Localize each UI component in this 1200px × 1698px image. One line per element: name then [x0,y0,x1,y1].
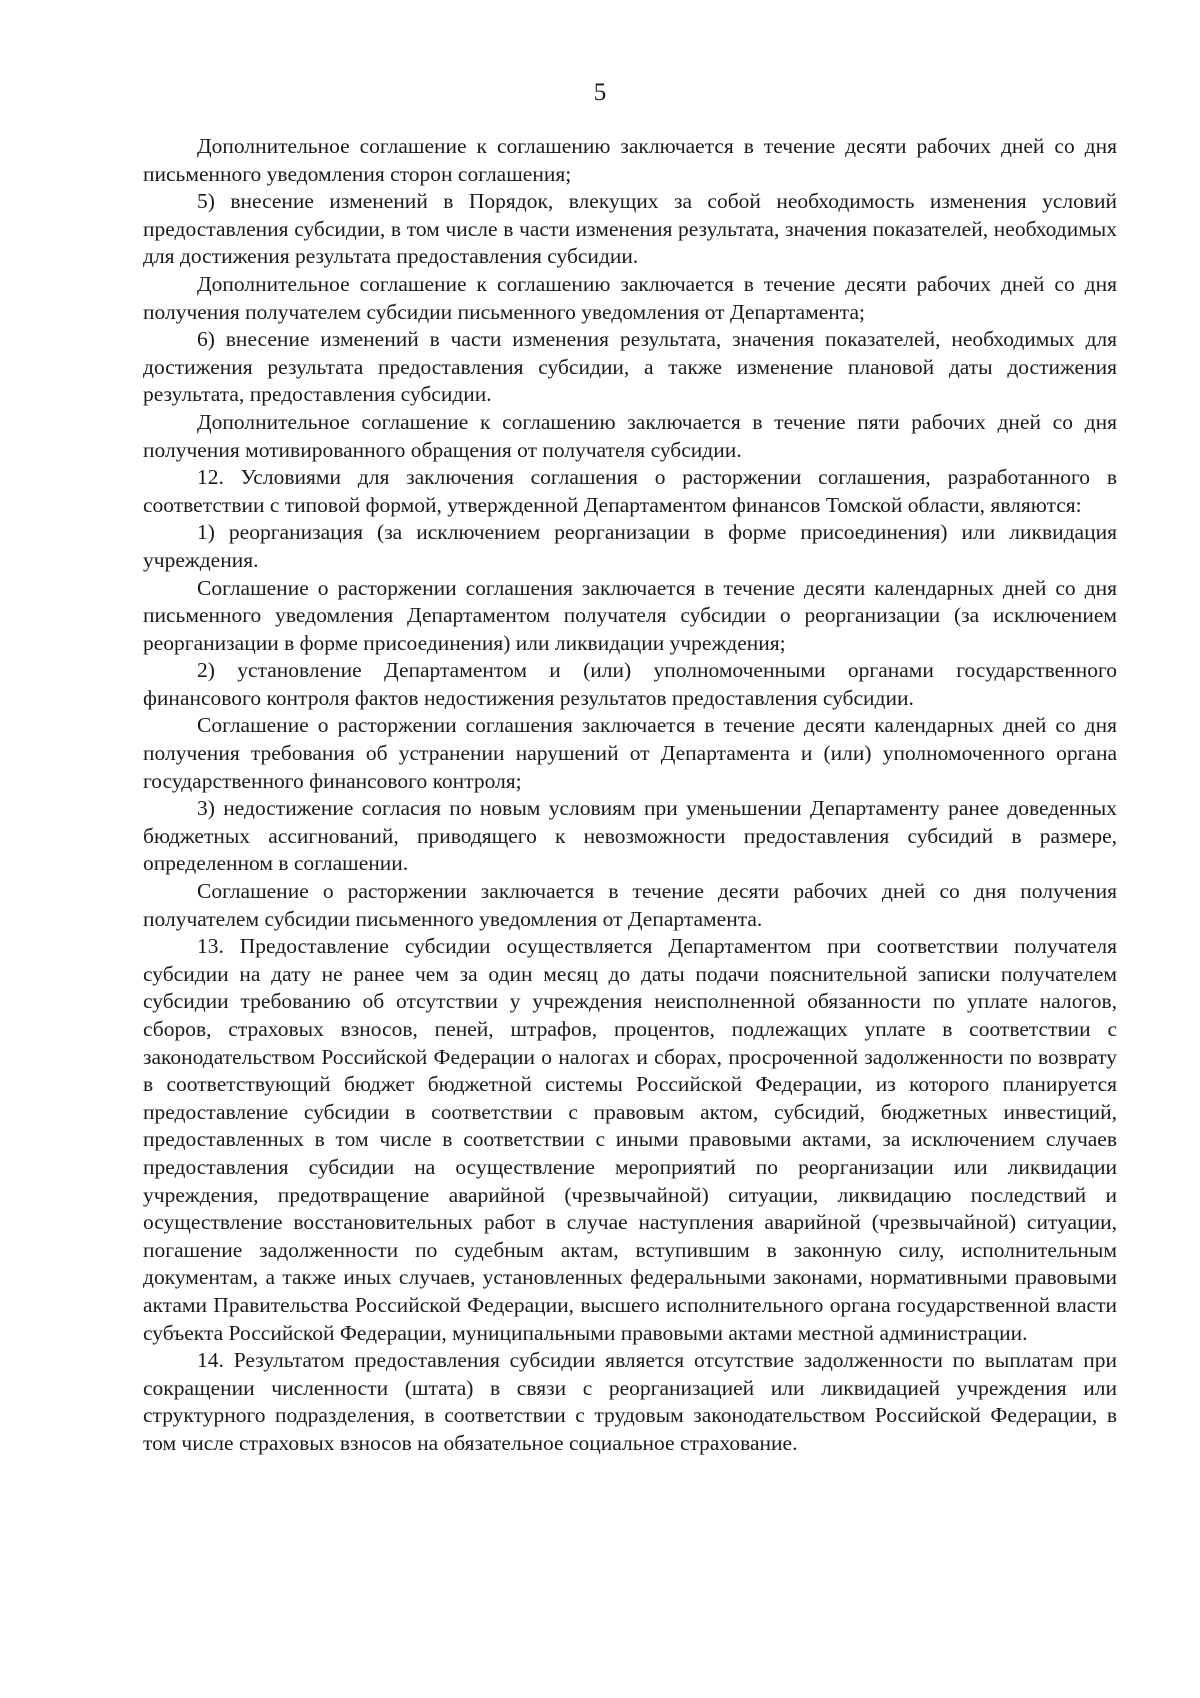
paragraph: 13. Предоставление субсидии осуществляется Департаментом при соответствии получателя субсидии на дату не ранее чем за один месяц до даты подачи пояснительной записки получателем субсидии требованию об отсутствии у учреждения неисполненной обязанности по уплате налогов, сборов, страховых взносов, пеней, штрафов, процентов, подлежащих уплате в соответствии с законодательством Российской Федерации о налогах и сборах, просроченной задолженности по возврату в соответствующий бюджет бюджетной системы Российской Федерации, из которого планируется предоставление субсидии в соответствии с правовым актом, субсидий, бюджетных инвестиций, предоставленных в том числе в соответствии с иными правовыми актами, за исключением случаев предоставления субсидии на осуществление мероприятий по реорганизации или ликвидации учреждения, предотвращение аварийной (чрезвычайной) ситуации, ликвидацию последствий и осуществление восстановительных работ в случае наступления аварийной (чрезвычайной) ситуации, погашение задолженности по судебным актам, вступившим в законную силу, исполнительным документам, а также иных случаев, установленных федеральными законами, нормативными правовыми актами Правительства Российской Федерации, высшего исполнительного органа государственной власти субъекта Российской Федерации, муниципальными правовыми актами местной администрации. [143,934,1117,1345]
paragraph: 6) внесение изменений в части изменения результата, значения показателей, необходимых для достижения результата предоставления субсидии, а также изменение плановой даты достижения результата, предоставления субсидии. [143,327,1117,407]
paragraph: Соглашение о расторжении соглашения заключается в течение десяти календарных дней со дня письменного уведомления Департаментом получателя субсидии о реорганизации (за исключением реорганизации в форме присоединения) или ликвидации учреждения; [143,575,1117,655]
paragraph: Соглашение о расторжении заключается в течение десяти рабочих дней со дня получения получателем субсидии письменного уведомления от Департамента. [143,879,1117,931]
paragraph: Дополнительное соглашение к соглашению заключается в течение десяти рабочих дней со дня письменного уведомления сторон соглашения; [143,134,1117,186]
document-body [143,133,1117,1458]
paragraph: Дополнительное соглашение к соглашению заключается в течение десяти рабочих дней со дня получения получателем субсидии письменного уведомления от Департамента; [143,271,1117,324]
paragraph: 1) реорганизация (за исключением реорганизации в форме присоединения) или ликвидация учреждения. [143,520,1117,572]
paragraph: 3) недостижение согласия по новым условиям при уменьшении Департаменту ранее доведенных бюджетных ассигнований, приводящего к невозможности предоставления субсидий в размере, определенном в соглашении. [143,796,1117,876]
paragraph: 2) установление Департаментом и (или) уполномоченными органами государственного финансового контроля фактов недостижения результатов предоставления субсидии. [143,658,1117,710]
paragraph: 14. Результатом предоставления субсидии является отсутствие задолженности по выплатам при сокращении численности (штата) в связи с реорганизацией или ликвидацией учреждения или структурного подразделения, в соответствии с трудовым законодательством Российской Федерации, в том числе страховых взносов на обязательное социальное страхование. [143,1348,1117,1455]
paragraph: Дополнительное соглашение к соглашению заключается в течение пяти рабочих дней со дня получения мотивированного обращения от получателя субсидии. [143,409,1117,462]
page-number: 5 [593,79,607,106]
paragraph: 5) внесение изменений в Порядок, влекущих за собой необходимость изменения условий предоставления субсидии, в том числе в части изменения результата, значения показателей, необходимых для достижения результата предоставления субсидии. [143,189,1117,269]
paragraph: Соглашение о расторжении соглашения заключается в течение десяти календарных дней со дня получения требования об устранении нарушений от Департамента и (или) уполномоченного органа государственного финансового контроля; [143,713,1117,793]
paragraph: 12. Условиями для заключения соглашения о расторжении соглашения, разработанного в соответствии с типовой формой, утвержденной Департаментом финансов Томской области, являются: [143,465,1117,517]
